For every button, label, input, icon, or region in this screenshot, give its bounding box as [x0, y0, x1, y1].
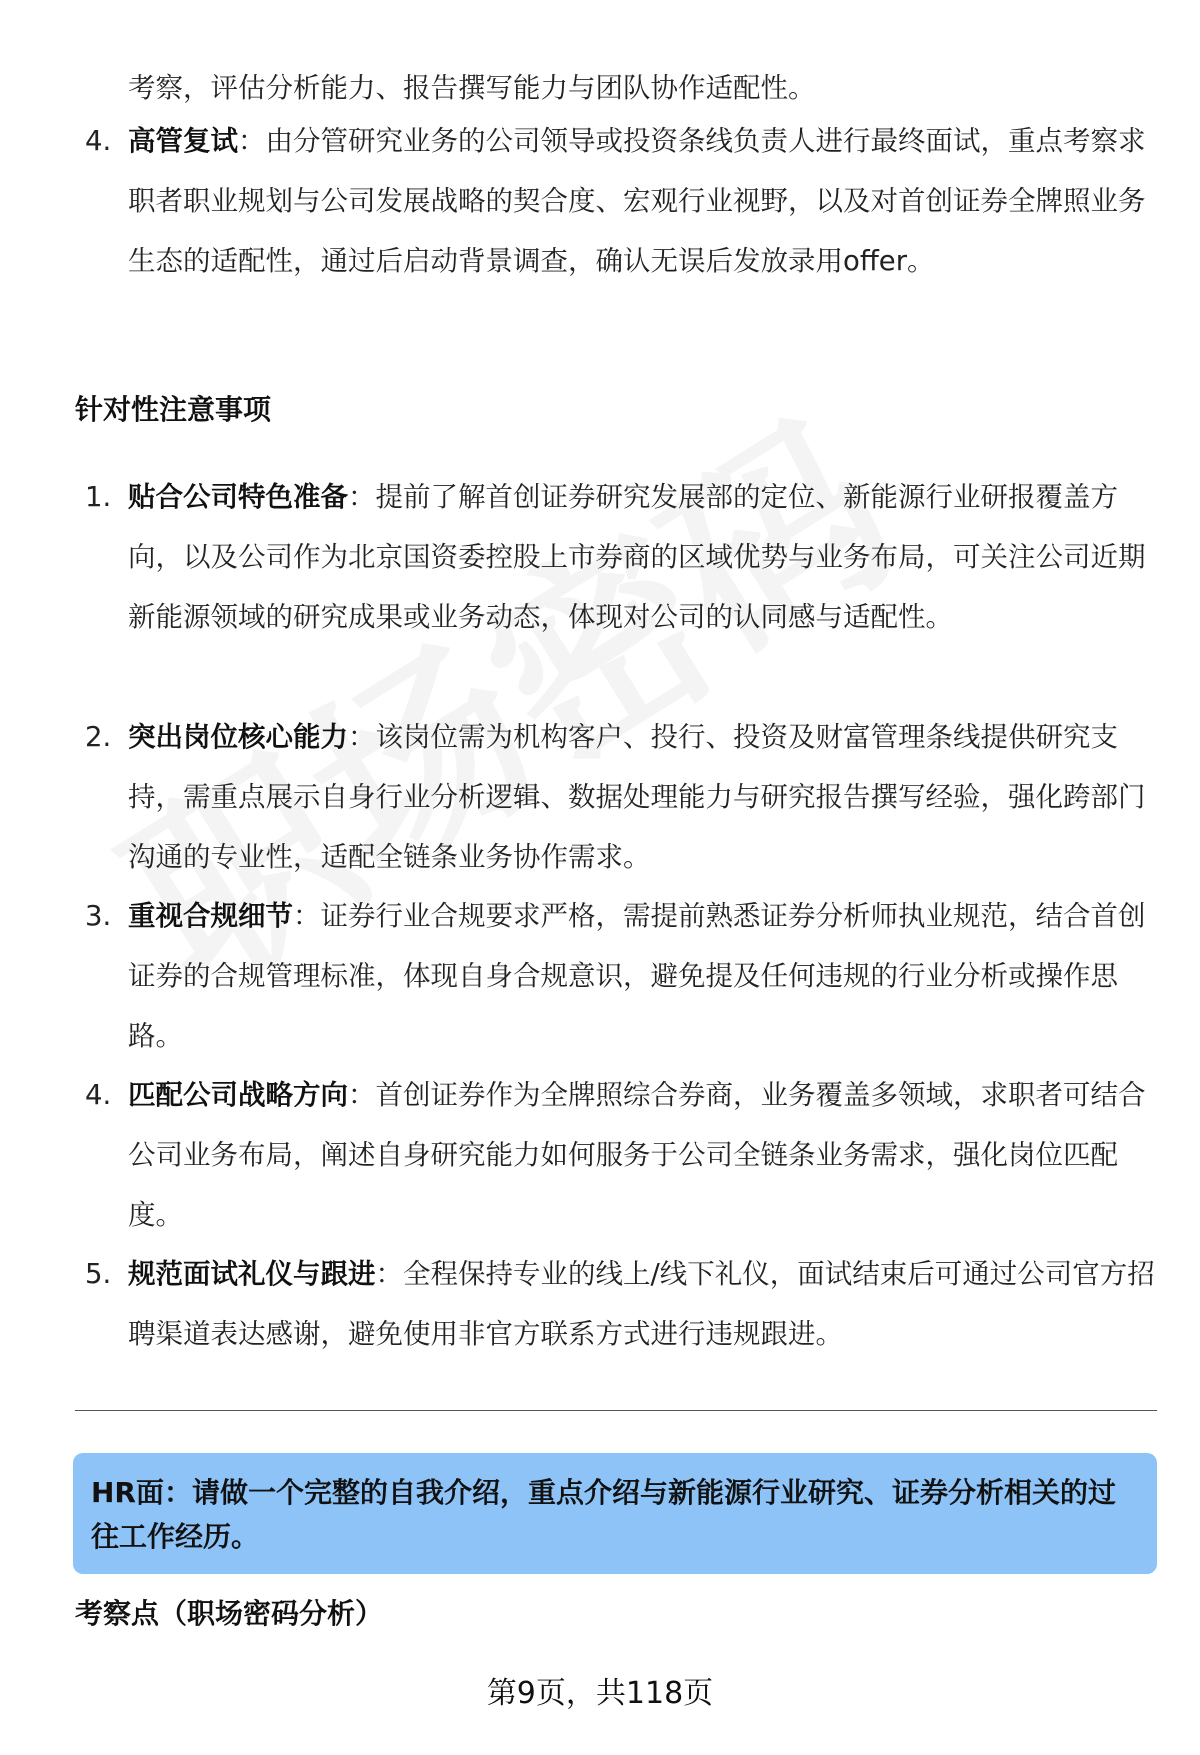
list-item-term: 突出岗位核心能力: [128, 721, 348, 753]
list-item: [75, 1065, 1160, 1245]
list-item-term: 高管复试: [128, 125, 238, 157]
key-points-heading: 考察点（职场密码分析）: [75, 1597, 384, 1630]
list-item-text: 提前了解首创证券研究发展部的定位、新能源行业研报覆盖方向，以及公司作为北京国资委控股上市券商的区域优势与业务布局，可关注公司近期新能源领域的研究成果或业务动态，体现对公司的认同感与适配性。: [128, 481, 1146, 633]
list-item-body: [128, 111, 1160, 291]
question-text: HR面：请做一个完整的自我介绍，重点介绍与新能源行业研究、证券分析相关的过往工作经历。: [91, 1476, 1116, 1553]
list-item-text: 证券行业合规要求严格，需提前熟悉证券分析师执业规范，结合首创证券的合规管理标准，体现自身合规意识，避免提及任何违规的行业分析或操作思路。: [128, 900, 1146, 1052]
interview-step-item: [75, 111, 1160, 291]
list-item: [75, 467, 1160, 647]
section-heading: 针对性注意事项: [75, 393, 272, 426]
list-item-text: 该岗位需为机构客户、投行、投资及财富管理条线提供研究支持，需重点展示自身行业分析逻辑、数据处理能力与研究报告撰写经验，强化跨部门沟通的专业性，适配全链条业务协作需求。: [128, 721, 1146, 873]
list-item-separator: ：: [238, 125, 266, 157]
list-item: [75, 707, 1160, 887]
list-item-separator: ：: [348, 1079, 376, 1111]
list-number: 4.: [85, 125, 112, 157]
list-item-separator: ：: [375, 1258, 403, 1290]
list-item-body: [128, 1065, 1160, 1245]
list-item-text: 全程保持专业的线上/线下礼仪，面试结束后可通过公司官方招聘渠道表达感谢，避免使用非官方联系方式进行违规跟进。: [128, 1258, 1155, 1350]
list-number: 1.: [85, 481, 112, 513]
list-item-text: 由分管研究业务的公司领导或投资条线负责人进行最终面试，重点考察求职者职业规划与公司发展战略的契合度、宏观行业视野，以及对首创证券全牌照业务生态的适配性，通过后启动背景调查，确认无误后发放录用offer。: [128, 125, 1146, 277]
list-item: [75, 1244, 1160, 1364]
list-number: 3.: [85, 900, 112, 932]
list-item-term: 匹配公司战略方向: [128, 1079, 348, 1111]
list-item: [75, 886, 1160, 1066]
list-item-body: [128, 886, 1160, 1066]
list-item-body: [128, 467, 1160, 647]
list-item-separator: ：: [348, 481, 376, 513]
section-divider: [75, 1410, 1157, 1411]
list-number: 5.: [85, 1258, 112, 1290]
continued-paragraph: 考察，评估分析能力、报告撰写能力与团队协作适配性。: [128, 72, 816, 104]
question-box: [73, 1453, 1157, 1574]
list-item-body: [128, 1244, 1160, 1364]
list-item-term: 重视合规细节: [128, 900, 293, 932]
list-number: 4.: [85, 1079, 112, 1111]
list-number: 2.: [85, 721, 112, 753]
list-item-text: 首创证券作为全牌照综合券商，业务覆盖多领域，求职者可结合公司业务布局，阐述自身研究能力如何服务于公司全链条业务需求，强化岗位匹配度。: [128, 1079, 1146, 1231]
list-item-body: [128, 707, 1160, 887]
list-item-term: 贴合公司特色准备: [128, 481, 348, 513]
page-number: 第9页，共118页: [486, 1676, 714, 1711]
list-item-separator: ：: [348, 721, 376, 753]
list-item-term: 规范面试礼仪与跟进: [128, 1258, 376, 1290]
list-item-separator: ：: [293, 900, 321, 932]
